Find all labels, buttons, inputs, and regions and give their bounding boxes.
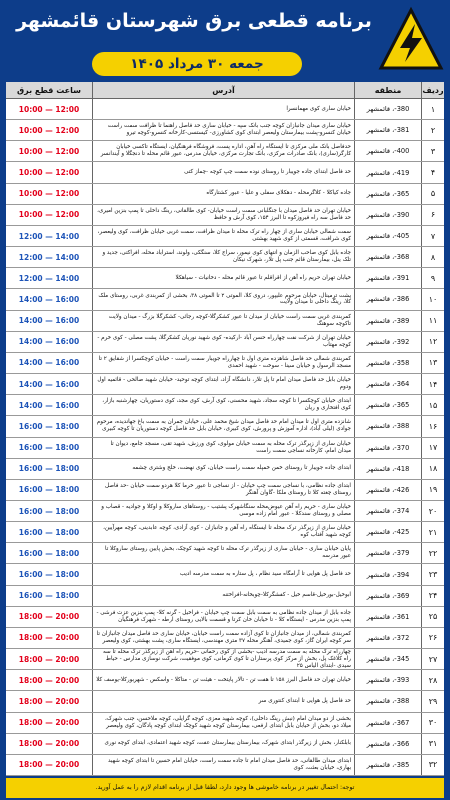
footer-note: توجه: احتمال تغییر در برنامه خاموشی ها وجود دارد، لطفا قبل از برنامه اقدام لازم را به عمل آورید. [6,778,444,798]
row-address: خیابان ساری از زیرگذر ترک محله تا ایستگاه راه آهن و جانبازان - کوی آزادی، کوچه عابدینی، کوچه مهرآیین، کوچه شهید آفتاب کوه [92,522,354,542]
row-time: 16:00 — 18:00 [18,570,80,580]
table-row [6,607,444,628]
row-time: 16:00 — 18:00 [18,506,80,516]
row-time: 18:00 — 20:00 [18,654,80,664]
row-number: ۱ [421,99,444,119]
row-time: 12:00 — 14:00 [18,231,80,241]
row-number: ۲۴ [421,586,444,606]
row-address: جاده بابل کوی صاحب الزمان و انتهای کوی نیمور، سراج کلا، سنگکی، ولوند، استراباد محله، افراکتی، جدید و تلک ینل، بیمارستان قائم جنب پل تلار، شهرک نیکان [92,247,354,267]
row-region: 418-، قائمشهر [354,459,421,479]
row-time: 10:00 — 12:00 [18,104,80,114]
row-region: 381-، قائمشهر [354,120,421,140]
table-row [6,734,444,755]
row-time: 16:00 — 18:00 [18,421,80,431]
row-address: خیابان تهران حد فاصل البرز ۱۵۸ تا هفت تن - تالار پایتخت - هیئت تن - متاکلا - واسکس - شهربورکلا-یوسف کلا [92,670,354,690]
row-address: خیابان ساری از زیرگذر ترک محله به سمت خیابان مولوی، کوی ورزش، شهید تقی، مسجد جامع، دیوان تا میدان امام، کارخانه نساجی سمت راست [92,438,354,458]
table-row [6,501,444,522]
row-address: کمربندی شمالی حد فاصل شاهزده متری اول تا چهارراه جویبار سمت راست - خیابان کوچکسرا از شقایق ۲ تا مسجد الرسول و خیابان سینا - سوخت - شهید احمدی [92,353,354,373]
row-number: ۱۷ [421,438,444,458]
row-region: 366-، قائمشهر [354,734,421,754]
row-region: 370-، قائمشهر [354,438,421,458]
row-region: 385-، قائمشهر [354,755,421,775]
row-region: 380-، قائمشهر [354,99,421,119]
row-region: 392-، قائمشهر [354,332,421,352]
table-row [6,120,444,141]
row-region: 386-، قائمشهر [354,289,421,309]
row-number: ۳۰ [421,713,444,733]
row-time: 10:00 — 12:00 [18,210,80,220]
table-row [6,99,444,120]
row-number: ۱۲ [421,332,444,352]
table-row [6,649,444,670]
row-number: ۶ [421,205,444,225]
row-region: 400-، قائمشهر [354,141,421,161]
table-header [6,82,444,99]
row-time: 16:00 — 18:00 [18,527,80,537]
row-number: ۱۱ [421,311,444,331]
row-time: 18:00 — 20:00 [18,718,80,728]
row-region: 368-، قائمشهر [354,247,421,267]
row-address: ابوخیل-بورخیل-قاسم خیل - کفشگرکلا-چوبخانه-افراختنه [92,586,354,606]
row-region: 405-، قائمشهر [354,226,421,246]
row-address: بابلکنار، بخش از زیرگذر ابتدای شهرک، بیمارستان بیمارستان عفت، کوچه شهید اعتمادی، ابتدای کوچه نوری [92,734,354,754]
row-address: پایان خیابان ساری - خیابان ساری از زیرگذر ترک محله تا کوچه شهید کوچک، بخش پایین روستای ساروکلا تا عبور مدرسه [92,543,354,563]
row-address: حد فاصل ابتدای جاده جویبار تا روستای نوده سمت چپ کوچه -چماز کتی [92,162,354,182]
row-region: 372-، قائمشهر [354,628,421,648]
row-address: شانزده متری اول تا میدان امام حد فاصل میدان شیخ محمد علی، خیابان جمران به سمت باغ جهاندیده، مرحوم جوادی (لیلی آباد)، اداره آموزش و پرورش، کوی کبیری، خیابان بابل حد فاصل کوچه دستوریان تا کوچه کبیری [92,416,354,436]
row-region: 369-، قائمشهر [354,586,421,606]
row-region: 391-، قائمشهر [354,268,421,288]
table-row [6,141,444,162]
row-region: 425-، قائمشهر [354,522,421,542]
row-time: 14:00 — 16:00 [18,316,80,326]
row-number: ۱۳ [421,353,444,373]
row-time: 16:00 — 18:00 [18,548,80,558]
row-address: چهارراه ترک محله به سمت مدرسه ادیب -بخشی از کوی رحمانی -حریم راه آهن از زیرگذر ترک محله تا سه راه کلاغک پل، بخش از مرکز کوی پرستاران تا کوی کرمانی، کوی موفقیت، شرکت نوسازی مدارس - حیاط سیدی -ابتدای الیاس ۲۵ [92,649,354,669]
row-number: ۲۷ [421,649,444,669]
row-region: 388-، قائمشهر [354,416,421,436]
column-header-address: آدرس [92,82,354,98]
table-row [6,311,444,332]
date-badge: جمعه ۳۰ مرداد ۱۴۰۵ [92,52,302,76]
row-number: ۴ [421,162,444,182]
row-time: 10:00 — 12:00 [18,168,80,178]
row-region: 367-، قائمشهر [354,713,421,733]
row-number: ۹ [421,268,444,288]
row-region: 358-، قائمشهر [354,353,421,373]
row-number: ۵ [421,184,444,204]
row-time: 16:00 — 18:00 [18,485,80,495]
row-address: ابتدای میدان طالقانی، حد فاصل میدان امام تا جاده سمت راست، خیابان امام حسین تا ابتدای کوچه شهید بهاری، خیابان بعثت، کوی [92,755,354,775]
row-time: 12:00 — 14:00 [18,273,80,283]
row-time: 14:00 — 16:00 [18,337,80,347]
row-number: ۱۰ [421,289,444,309]
row-address: پشت ترمینال، خیابان مرحوم علیپور، دروی کلا، الموتی ۲ تا الموتی ۳۸، بخشی از کمربندی غربی، روستای ملک کلا، رینگ داخلی تا میدان ولایت [92,289,354,309]
row-address: بخشی از دو میدان امام (نبش رینگ داخلی)، کوچه شهید معزی، کوچه گرایلی، کوچه ملاحسن، جنب شهرک، میلاد دو، بخش از خیابان بابل ابتدای ارفعی، بیمارستان کوچه شهید کوچک ابتدای کوچه پادگان، کوی ولیعصر [92,713,354,733]
row-time: 14:00 — 16:00 [18,294,80,304]
row-region: 426-، قائمشهر [354,480,421,500]
row-time: 14:00 — 16:00 [18,379,80,389]
row-time: 18:00 — 20:00 [18,760,80,770]
row-region: 379-، قائمشهر [354,543,421,563]
row-address: سمت شمالی خیابان ساری از چهار راه ترک محله تا میدان ظرافت، سمت غربی خیابان ظرافت، کوی ولیعصر، کوی شرافت، قسمتی از کوی شهید بهشتی [92,226,354,246]
row-time: 18:00 — 20:00 [18,696,80,706]
row-region: 394-، قائمشهر [354,564,421,584]
table-row [6,459,444,480]
row-address: کمربندی شمالی، از میدان جانبازان تا کوی آزاده سمت راست خیابان، خیابان ساری حد فاصل میدان جانبازان تا سر کوچه ایران گاز، کوی جمیدی، آهنگر محله ۳۷ متری مهندسی، ایستگاه ساری، پشت بهشتی، کوی ولیعصر [92,628,354,648]
header [0,0,450,82]
table-row [6,438,444,459]
row-number: ۲۵ [421,607,444,627]
row-number: ۲۰ [421,501,444,521]
row-number: ۳۲ [421,755,444,775]
row-region: 361-، قائمشهر [354,607,421,627]
row-time: 10:00 — 12:00 [18,146,80,156]
row-address: خیابان تهران حد فاصل میدان با جنگلبانی سمت راست خیابان- کوی طالقانی، رینگ داخلی تا پمپ بنزین امیری، حد فاصل سه راه فیروزکوه تا البرز ۱۵۴، کوی آرش و حافظ [92,205,354,225]
table-row [6,353,444,374]
outage-table [6,82,444,776]
row-region: 374-، قائمشهر [354,501,421,521]
row-address: جاده کیاکلا - کلاگرمحله - دهکلای سفلی و علیا - عبور کشتارگاه [92,184,354,204]
table-row [6,522,444,543]
row-time: 14:00 — 16:00 [18,358,80,368]
row-number: ۷ [421,226,444,246]
row-number: ۲۸ [421,670,444,690]
row-time: 18:00 — 20:00 [18,612,80,622]
row-time: 18:00 — 20:00 [18,739,80,749]
table-row [6,289,444,310]
row-number: ۳۱ [421,734,444,754]
table-row [6,395,444,416]
row-number: ۲۳ [421,564,444,584]
row-number: ۸ [421,247,444,267]
row-region: 345-، قائمشهر [354,649,421,669]
row-number: ۱۴ [421,374,444,394]
page-title: برنامه قطعی برق شهرستان قائمشهر [16,10,372,32]
table-row [6,226,444,247]
table-row [6,691,444,712]
table-row [6,628,444,649]
row-time: 10:00 — 12:00 [18,125,80,135]
table-row [6,543,444,564]
row-address: خیابان تهران از شرکت نفت چهارراه حسن آباد -ارکیده- کوی شهید نوریان کشکرگلا، پشت مصلی - کوی خرم - کوچه مهتاب [92,332,354,352]
table-row [6,247,444,268]
row-address: خیابان تهران حریم راه آهن از اقراقلم تا عبور قائم محله - دخانیات - سیاهکلا [92,268,354,288]
row-number: ۲۹ [421,691,444,711]
column-header-time: ساعت قطع برق [17,85,82,95]
row-region: 365-، قائمشهر [354,395,421,415]
row-address: خیابان ساری میدان جانبازان کوچه جنب بانک سپه - خیابان ساری حد فاصل راهنما تا ظرافت سمت راست خیابان کنسرو-پشت بیمارستان ولیعصر ابتدای کوی کشاورزی- کیستسی-کارخانه کنسرو-کوچه تیرو [92,120,354,140]
column-header-row-number: ردیف [421,82,444,98]
row-number: ۱۶ [421,416,444,436]
row-time: 16:00 — 18:00 [18,591,80,601]
row-number: ۱۸ [421,459,444,479]
row-address: ابتدای جاده جویبار تا روستای خمن خمپله سمت راست خیابان، کوی نهضت، خلج وشتری چشمه [92,459,354,479]
table-row [6,268,444,289]
row-address: خیابان ساری کوی مهمانسرا [92,99,354,119]
table-body [6,99,444,776]
row-time: 12:00 — 14:00 [18,252,80,262]
row-address: حدفاصل بانک ملی مرکزی تا ایستگاه راه آهن، اداره پست، فروشگاه فرهنگیان، ایستگاه تاکسی خیابان کارگر(ساری)، بانک صادرات مرکزی، بانک تجارت مرکزی، خیابان مدرس، عبور قائم محله تا دنجگلا و آیندانسر [92,141,354,161]
row-time: 16:00 — 18:00 [18,443,80,453]
row-address: کمربندی غربی سمت راست خیابان از میدان تا عبور کشکرگلا-کوچه رجائی- کشکرگلا بزرگ - میدان ولایت تاکوچه سوهنگ [92,311,354,331]
table-row [6,480,444,501]
row-address: جاده بابل از میدان جاده نظامی به سمت بابل سمت چپ خیابان - فراخیل - گرنه کلا- پمپ بنزین عزت فرشی - پمپ بنزین مدرس - ایستگاه کلا - تا خیابان خان کرتا و قسمت بالایی روستای ارطه - شهرک فرهنگیان [92,607,354,627]
row-region: 388-، قائمشهر [354,691,421,711]
table-row [6,205,444,226]
row-time: 14:00 — 16:00 [18,400,80,410]
row-address: خیابان ساری - حریم راه آهن عیوض‌محله سنگاشهرک پشتیب - روستاهای ساروکلا و اوکلا و جوادیه - قصاب و مصلی و روستای سندکلا - عبور امام زاده موسی [92,501,354,521]
row-region: 364-، قائمشهر [354,374,421,394]
row-region: 389-، قائمشهر [354,311,421,331]
row-address: حد فاصل پل هوایی تا ابتدای کنتوری سر [92,691,354,711]
row-time: 18:00 — 20:00 [18,675,80,685]
row-number: ۱۵ [421,395,444,415]
table-row [6,416,444,437]
row-region: 390-، قائمشهر [354,205,421,225]
table-row [6,162,444,183]
row-number: ۳ [421,141,444,161]
row-address: ابتدای خیابان کوچکسرا تا کوچه سجاد، شهید محسنی، کوی آرش، کوی مجد، کوی دستوریان، چهارشنبه بازار، کوی افتخاری و ریان [92,395,354,415]
table-row [6,564,444,585]
row-address: خیابان بابل حد فاصل میدان امام تا پل تلار، دانشگاه آزاد، ابتدای کوچه توحید- خیابان شهید صالحی - قائمیه اول ودوم [92,374,354,394]
table-row [6,755,444,776]
row-time: 16:00 — 18:00 [18,464,80,474]
row-number: ۲ [421,120,444,140]
table-row [6,184,444,205]
row-address: حد فاصل پل هوایی تا آرامگاه سید نظام ، پل ستاره به سمت مدرسه ادیب [92,564,354,584]
table-row [6,586,444,607]
row-time: 10:00 — 12:00 [18,189,80,199]
column-header-region: منطقه [354,82,421,98]
row-number: ۲۱ [421,522,444,542]
row-number: ۱۹ [421,480,444,500]
table-row [6,670,444,691]
table-row [6,374,444,395]
table-row [6,332,444,353]
row-region: 365-، قائمشهر [354,184,421,204]
row-time: 18:00 — 20:00 [18,633,80,643]
row-region: 419-، قائمشهر [354,162,421,182]
table-row [6,713,444,734]
high-voltage-warning-icon [378,6,444,76]
row-region: 393-، قائمشهر [354,670,421,690]
row-number: ۲۶ [421,628,444,648]
row-address: ابتدای جاده نظامی، با نساجی سمت چپ خیابان - از نساجی تا عبور خرما کلا هردو سمت خیابان -حد فاصل روستای چغته کلا تا روستای ملکا -گاوان آهنگر [92,480,354,500]
row-number: ۲۲ [421,543,444,563]
